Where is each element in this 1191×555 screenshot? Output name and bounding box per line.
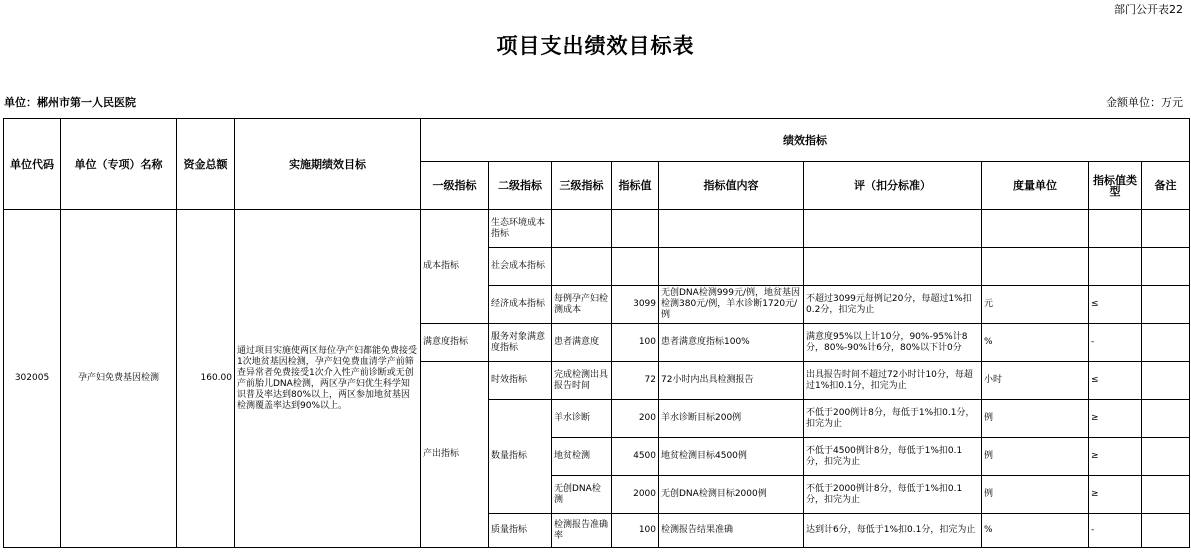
- value-content-cell: 无创DNA检测目标2000例: [659, 476, 804, 514]
- level2-cell: 质量指标: [489, 514, 552, 548]
- indicator-value-cell: 4500: [612, 438, 659, 476]
- indicator-value-cell: 2000: [612, 476, 659, 514]
- value-content-cell: 无创DNA检测999元/例，地贫基因检测380元/例，羊水诊断1720元/例: [659, 286, 804, 324]
- level3-cell: 地贫检测: [552, 438, 612, 476]
- level2-cell: 时效指标: [489, 362, 552, 400]
- measure-unit-cell: 例: [982, 400, 1089, 438]
- indicator-value-cell: 200: [612, 400, 659, 438]
- header-measure-unit: 度量单位: [982, 162, 1089, 210]
- fund-total-cell: 160.00: [177, 210, 235, 548]
- note-cell: [1142, 324, 1190, 362]
- scoring-cell: 不低于2000例计8分，每低于1%扣0.1分，扣完为止: [804, 476, 982, 514]
- header-value-content: 指标值内容: [659, 162, 804, 210]
- level1-cost-cell: 成本指标: [421, 210, 489, 324]
- measure-unit-cell: 例: [982, 438, 1089, 476]
- header-note: 备注: [1142, 162, 1190, 210]
- indicator-value-cell: 100: [612, 514, 659, 548]
- performance-table: [3, 118, 1190, 548]
- note-cell: [1142, 514, 1190, 548]
- value-content-cell: 地贫检测目标4500例: [659, 438, 804, 476]
- value-type-cell: ≥: [1089, 476, 1142, 514]
- value-content-cell: 患者满意度指标100%: [659, 324, 804, 362]
- value-type-cell: ≤: [1089, 286, 1142, 324]
- measure-unit-cell: 小时: [982, 362, 1089, 400]
- scoring-cell: 出具报告时间不超过72小时计10分，每超过1%扣0.1分，扣完为止: [804, 362, 982, 400]
- header-level2: 二级指标: [489, 162, 552, 210]
- header-performance-indicators: 绩效指标: [421, 119, 1190, 162]
- indicator-value-cell: 3099: [612, 286, 659, 324]
- scoring-cell: 满意度95%以上计10分，90%-95%计8分，80%-90%计6分，80%以下计0分: [804, 324, 982, 362]
- header-fund-total: 资金总额: [177, 119, 235, 210]
- performance-goal-cell: 通过项目实施使两区每位孕产妇都能免费接受1次地贫基因检测，孕产妇免费血清学产前筛查异常者免费接受1次介入性产前诊断或无创产前胎儿DNA检测，两区孕产妇优生科学知识普及率达到80%以上，两区参加地贫基因检测覆盖率达到90%以上。: [235, 210, 421, 548]
- header-indicator-value: 指标值: [612, 162, 659, 210]
- indicator-value-cell: 72: [612, 362, 659, 400]
- measure-unit-cell: 例: [982, 476, 1089, 514]
- value-type-cell: -: [1089, 514, 1142, 548]
- page-title: 项目支出绩效目标表: [496, 33, 695, 58]
- value-type-cell: ≥: [1089, 400, 1142, 438]
- header-level1: 一级指标: [421, 162, 489, 210]
- note-cell: [1142, 438, 1190, 476]
- level2-cell: 生态环境成本指标: [489, 210, 552, 248]
- note-cell: [1142, 286, 1190, 324]
- scoring-cell: 达到计6分，每低于1%扣0.1分，扣完为止: [804, 514, 982, 548]
- table-row: [4, 210, 1190, 248]
- level1-satisfaction-cell: 满意度指标: [421, 324, 489, 362]
- level2-cell: 经济成本指标: [489, 286, 552, 324]
- unit-name-cell: 孕产妇免费基因检测: [61, 210, 177, 548]
- value-type-cell: -: [1089, 324, 1142, 362]
- scoring-cell: 不低于200例计8分，每低于1%扣0.1分，扣完为止: [804, 400, 982, 438]
- unit-label: 单位：郴州市第一人民医院: [4, 96, 136, 109]
- indicator-value-cell: 100: [612, 324, 659, 362]
- level3-cell: 完成检测出具报告时间: [552, 362, 612, 400]
- level3-cell: 患者满意度: [552, 324, 612, 362]
- header-unit-code: 单位代码: [4, 119, 61, 210]
- value-content-cell: 72小时内出具检测报告: [659, 362, 804, 400]
- level3-cell: 羊水诊断: [552, 400, 612, 438]
- scoring-cell: 不低于4500例计8分，每低于1%扣0.1分，扣完为止: [804, 438, 982, 476]
- header-value-type: 指标值类型: [1089, 162, 1142, 210]
- value-type-cell: ≥: [1089, 438, 1142, 476]
- value-content-cell: 检测报告结果准确: [659, 514, 804, 548]
- table-number-label: 部门公开表22: [1114, 3, 1183, 16]
- level2-cell: 社会成本指标: [489, 248, 552, 286]
- scoring-cell: 不超过3099元每例记20分，每超过1%扣0.2分，扣完为止: [804, 286, 982, 324]
- level2-cell: 服务对象满意度指标: [489, 324, 552, 362]
- header-level3: 三级指标: [552, 162, 612, 210]
- measure-unit-cell: 元: [982, 286, 1089, 324]
- measure-unit-cell: %: [982, 324, 1089, 362]
- level2-cell: 数量指标: [489, 400, 552, 514]
- level3-cell: 每例孕产妇检测成本: [552, 286, 612, 324]
- level1-output-cell: 产出指标: [421, 362, 489, 548]
- measure-unit-cell: %: [982, 514, 1089, 548]
- note-cell: [1142, 400, 1190, 438]
- value-content-cell: 羊水诊断目标200例: [659, 400, 804, 438]
- header-unit-name: 单位（专项）名称: [61, 119, 177, 210]
- level3-cell: 无创DNA检测: [552, 476, 612, 514]
- unit-code-cell: 302005: [4, 210, 61, 548]
- amount-unit-label: 金额单位：万元: [1106, 96, 1183, 109]
- note-cell: [1142, 362, 1190, 400]
- note-cell: [1142, 476, 1190, 514]
- level3-cell: 检测报告准确率: [552, 514, 612, 548]
- header-performance-goal: 实施期绩效目标: [235, 119, 421, 210]
- header-scoring: 评（扣分标准）: [804, 162, 982, 210]
- value-type-cell: ≤: [1089, 362, 1142, 400]
